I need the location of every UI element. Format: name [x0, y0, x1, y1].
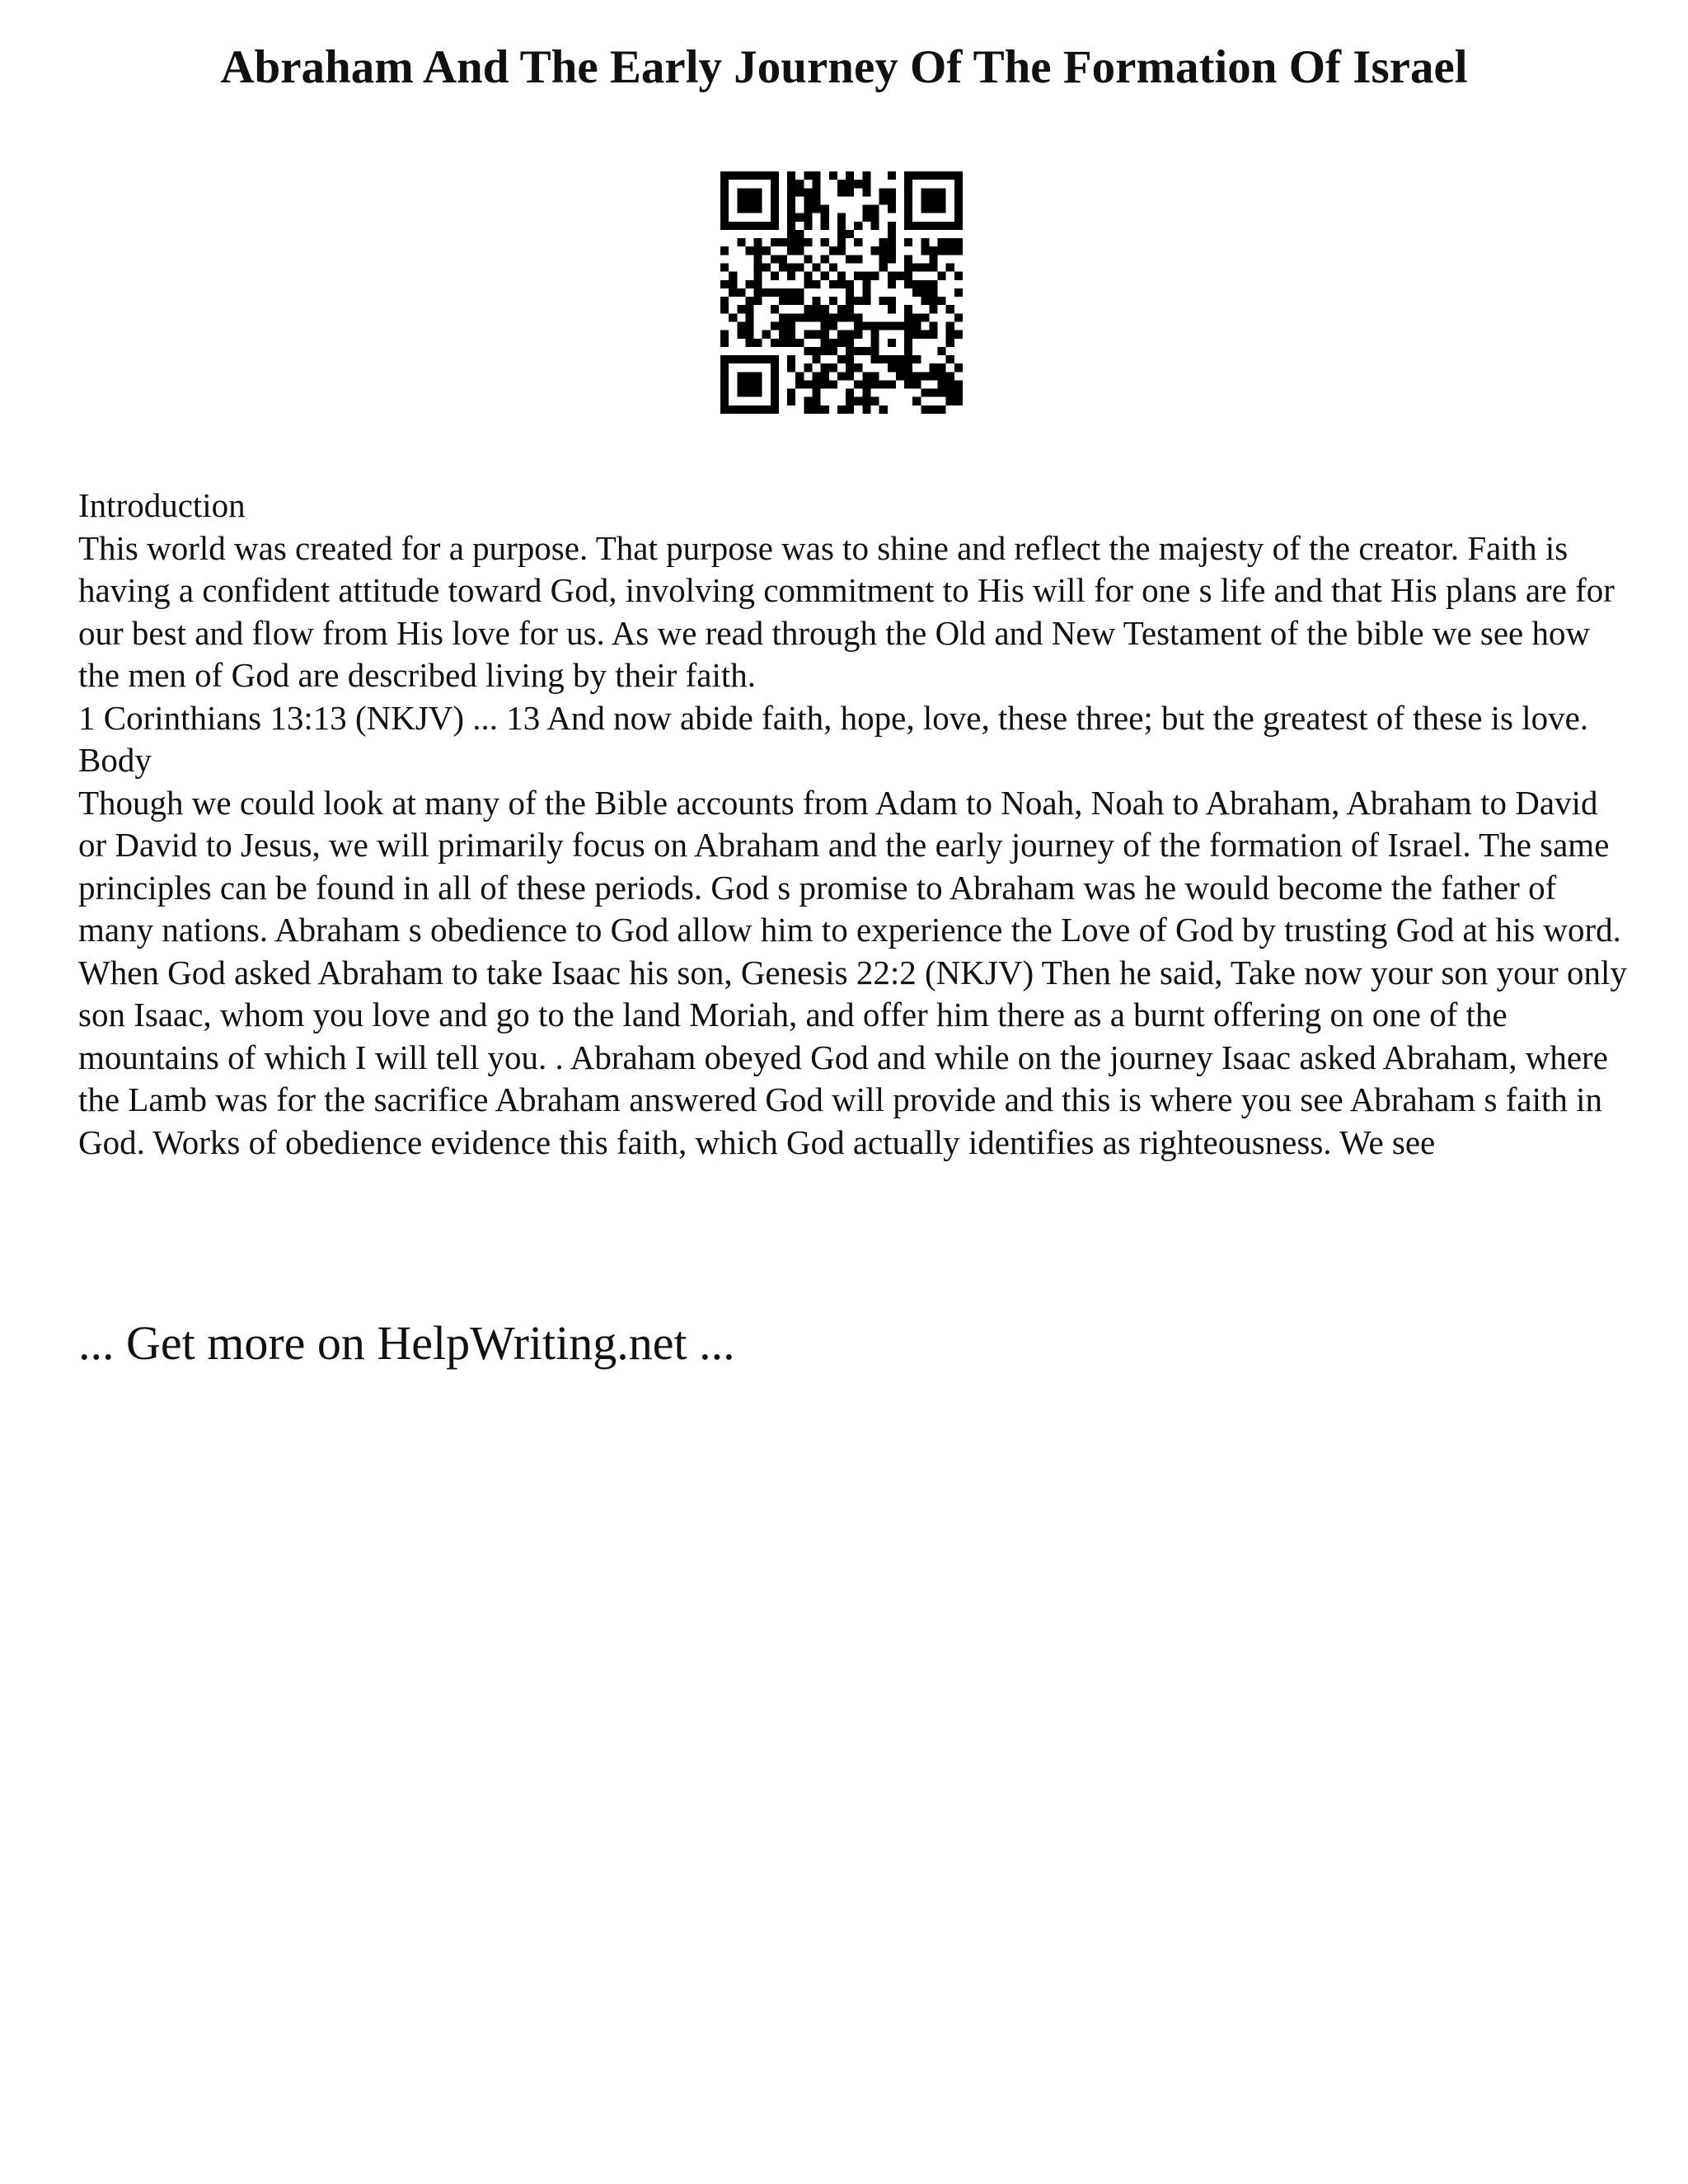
intro-paragraph: This world was created for a purpose. That purpose was to shine and reflect the majesty of the creator. Faith is having a confident attitude toward God, involving commitment to His will for one s life and that His plans are for our best and flow from His love for us. As we read through the Old and New Testament of the bible we see how the men of God are described living by their faith. — [78, 528, 1615, 694]
intro-heading: Introduction — [78, 486, 246, 524]
document-body — [78, 485, 1628, 1164]
qr-code-icon — [720, 171, 963, 414]
body-paragraph: Though we could look at many of the Bible accounts from Adam to Noah, Noah to Abraham, Abraham to David or David to Jesus, we will primarily focus on Abraham and the early journey of the formation of Israel. The same principles can be found in all of these periods. God s promise to Abraham was he would become the father of many nations. Abraham s obedience to God allow him to experience the Love of God by trusting God at his word. When God asked Abraham to take Isaac his son, Genesis 22:2 (NKJV) Then he said, Take now your son your only son Isaac, whom you love and go to the land Moriah, and offer him there as a burnt offering on one of the mountains of which I will tell you. . Abraham obeyed God and while on the journey Isaac asked Abraham, where the Lamb was for the sacrifice Abraham answered God will provide and this is where you see Abraham s faith in God. Works of obedience evidence this faith, which God actually identifies as righteousness. We see — [78, 783, 1627, 1161]
scripture-quote: 1 Corinthians 13:13 (NKJV) ... 13 And now abide faith, hope, love, these three; but the greatest of these is love. — [78, 698, 1589, 737]
body-heading: Body — [78, 741, 152, 779]
document-title: Abraham And The Early Journey Of The Formation Of Israel — [220, 41, 1468, 93]
get-more-link[interactable]: ... Get more on HelpWriting.net ... — [78, 1316, 735, 1370]
